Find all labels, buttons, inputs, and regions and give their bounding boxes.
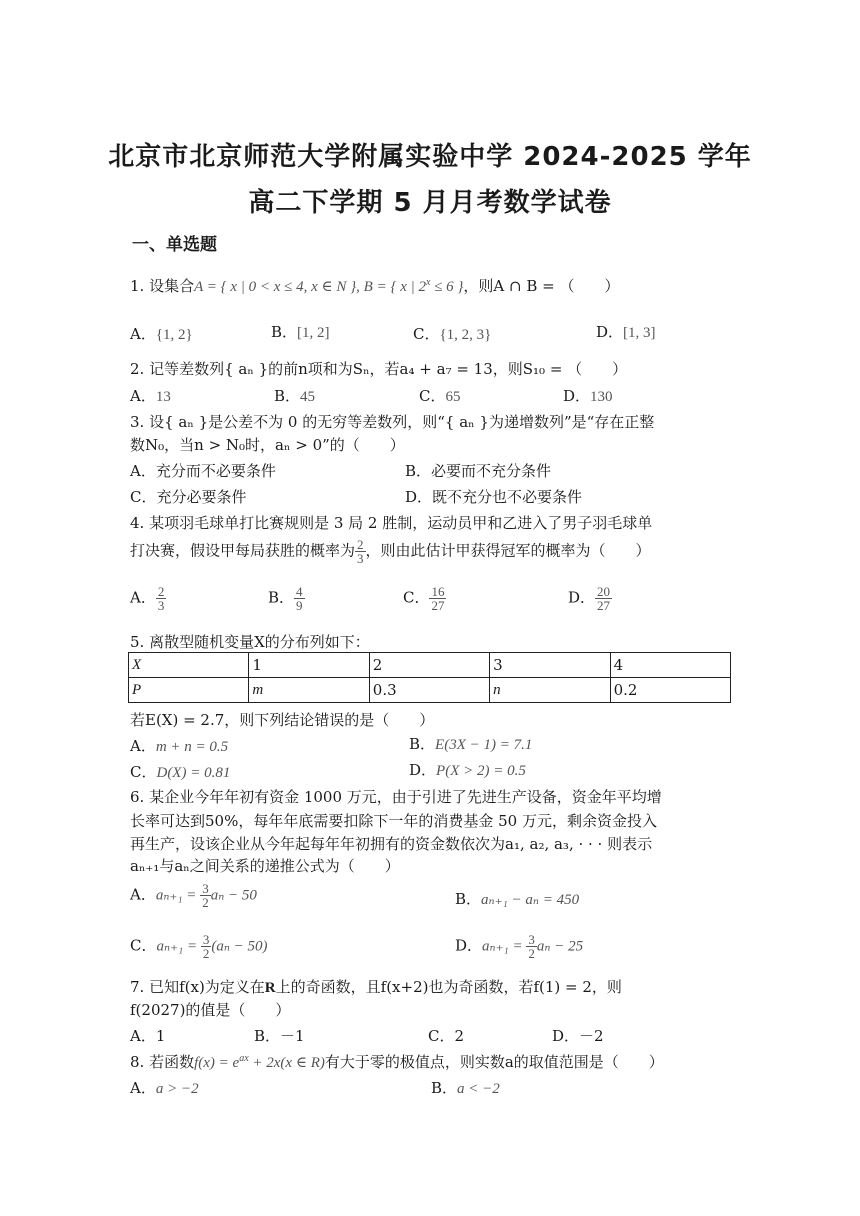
question-7-line1: 7. 已知f(x)为定义在R上的奇函数，且f(x+2)也为奇函数，若f(1) = 2，则 [130, 978, 622, 996]
q8-option-b: B．a < −2 [431, 1079, 500, 1097]
table-cell: 0.2 [610, 678, 730, 703]
question-4-line2: 打决赛，假设甲每局获胜的概率为 $\frac{2}{3}$ ，则由此估计甲获得冠军的概率为（ ） [130, 537, 651, 566]
q8-option-a: A．a > −2 [130, 1079, 199, 1097]
q5-option-b: B．E(3X − 1) = 7.1 [409, 735, 533, 753]
table-cell: 2 [369, 653, 489, 678]
table-cell: m [249, 678, 369, 703]
q2-option-b: B．45 [274, 387, 316, 405]
q1-option-d: D．[1, 3] [596, 323, 656, 341]
q7-option-a: A．1 [130, 1027, 166, 1045]
exam-title-line1: 北京市北京师范大学附属实验中学 2024-2025 学年 [108, 142, 752, 172]
q1-option-b: B．[1, 2] [271, 323, 330, 341]
fraction: $\frac{2}{3}$ [357, 537, 364, 566]
table-cell: P [129, 678, 249, 703]
question-7-line2: f(2027)的值是（ ） [130, 1001, 291, 1019]
q4-option-c: C． $\frac{16}{27}$ [403, 584, 445, 613]
table-cell: 1 [249, 653, 369, 678]
q6-option-d: D．aₙ₊₁ = $\frac{3}{2}$ aₙ − 25 [455, 932, 584, 961]
q5-option-d: D．P(X > 2) = 0.5 [409, 761, 526, 779]
q3-option-b: B．必要而不充分条件 [405, 462, 552, 480]
table-cell: X [129, 653, 249, 678]
distribution-table [128, 652, 731, 703]
q3-option-c: C．充分必要条件 [130, 488, 247, 506]
table-cell: 4 [610, 653, 730, 678]
q7-option-c: C．2 [428, 1027, 465, 1045]
question-8: 8. 若函数$f(x) = e^{ax} + 2x(x$ ∈ R)有大于零的极值点，则实数a的取值范围是（ ） [130, 1053, 664, 1071]
q3-option-d: D．既不充分也不必要条件 [405, 488, 583, 506]
q6-option-a: A．aₙ₊₁ = $\frac{3}{2}$ aₙ − 50 [130, 881, 257, 910]
question-6-line4: aₙ₊₁与aₙ之间关系的递推公式为（ ） [130, 857, 400, 875]
q1-option-c: C．{1, 2, 3} [413, 325, 492, 343]
question-6-line3: 再生产，设该企业从今年起每年年初拥有的资金数依次为a₁, a₂, a₃, · · · 则表示 [130, 835, 653, 853]
table-cell: n [490, 678, 610, 703]
question-3-line1: 3. 设{ aₙ }是公差不为 0 的无穷等差数列，则“{ aₙ }为递增数列”是“存在正整 [130, 413, 655, 431]
table-cell: 0.3 [369, 678, 489, 703]
q3-option-a: A．充分而不必要条件 [130, 462, 276, 480]
q2-option-a: A．13 [130, 387, 171, 405]
q4-option-d: D． $\frac{20}{27}$ [568, 584, 611, 613]
q6-option-b: B．aₙ₊₁ − aₙ = 450 [455, 890, 580, 908]
q5-option-c: C．D(X) = 0.81 [130, 763, 231, 781]
question-1-prefix: 1. 设集合 [130, 277, 195, 295]
question-1-suffix: ，则A ∩ B = （ ） [463, 277, 620, 295]
question-5-line1: 5. 离散型随机变量X的分布列如下： [130, 633, 370, 651]
question-1-math: A = { x | 0 < x ≤ 4, x ∈ N }, B = { x | $2^x \le 6$ } [194, 277, 464, 295]
q4-option-b: B． $\frac{4}{9}$ [268, 584, 303, 613]
q2-option-c: C．65 [419, 387, 461, 405]
q1-option-a: A．{1, 2} [130, 325, 193, 343]
q6-option-c: C．aₙ₊₁ = $\frac{3}{2}$ (aₙ − 50) [130, 932, 268, 961]
section-heading: 一、单选题 [132, 235, 217, 255]
question-8-function: $f(x) = e^{ax} + 2x(x$ ∈ R) [194, 1053, 325, 1071]
table-cell: 3 [490, 653, 610, 678]
exam-title-line2: 高二下学期 5 月月考数学试卷 [248, 188, 612, 218]
table-row [129, 653, 731, 678]
q2-option-d: D．130 [563, 387, 613, 405]
question-6-line1: 6. 某企业今年年初有资金 1000 万元，由于引进了先进生产设备，资金年平均增 [130, 788, 662, 806]
q7-option-d: D．－2 [552, 1027, 604, 1045]
question-2: 2. 记等差数列{ aₙ }的前n项和为Sₙ，若a₄ + a₇ = 13，则S₁₀ = （ ） [130, 360, 628, 378]
question-6-line2: 长率可达到50%，每年年底需要扣除下一年的消费基金 50 万元，剩余资金投入 [130, 812, 657, 830]
q5-option-a: A．m + n = 0.5 [130, 737, 229, 755]
question-5-line2: 若E(X) = 2.7，则下列结论错误的是（ ） [130, 711, 435, 729]
question-3-line2: 数N₀，当n > N₀时，aₙ > 0”的（ ） [130, 436, 405, 454]
question-4-line1: 4. 某项羽毛球单打比赛规则是 3 局 2 胜制，运动员甲和乙进入了男子羽毛球单 [130, 514, 653, 532]
q7-option-b: B．－1 [254, 1027, 305, 1045]
q4-option-a: A． $\frac{2}{3}$ [130, 584, 165, 613]
table-row [129, 678, 731, 703]
question-1 [130, 275, 620, 296]
